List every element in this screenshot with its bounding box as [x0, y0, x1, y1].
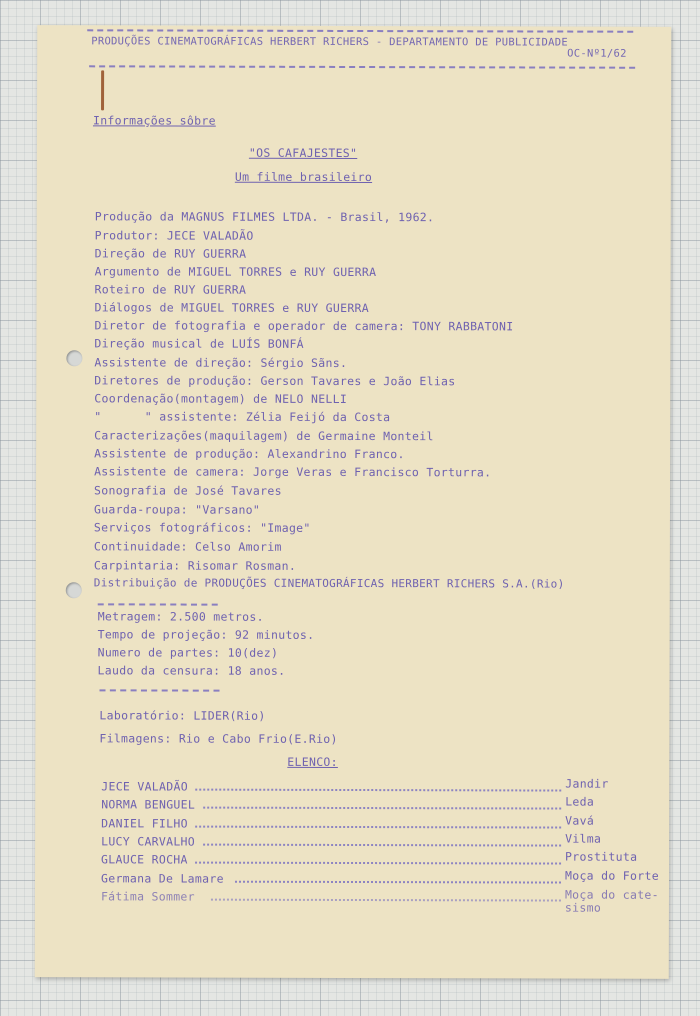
cast-role: Leda	[565, 794, 595, 809]
cast-role: Moça do cate- sismo	[564, 887, 659, 915]
punch-hole-bottom	[66, 582, 82, 598]
credit-line: Diálogos de MIGUEL TORRES e RUY GUERRA	[94, 300, 370, 316]
credit-line: Serviços fotográficos: "Image"	[93, 520, 311, 535]
header-company-department: PRODUÇÕES CINEMATOGRÁFICAS HERBERT RICHERS - DEPARTAMENTO DE PUBLICIDADE	[91, 35, 568, 49]
cast-row	[101, 794, 661, 814]
cast-actor: DANIEL FILHO	[101, 816, 188, 831]
cast-leader-dots	[195, 862, 561, 865]
credit-line: Distribuição de PRODUÇÕES CINEMATOGRÁFICAS HERBERT RICHERS S.A.(Rio)	[93, 576, 565, 591]
credit-line: Roteiro de RUY GUERRA	[94, 282, 247, 297]
film-subtitle: Um filme brasileiro	[234, 169, 373, 185]
laboratory-line: Laboratório: LIDER(Rio)	[99, 708, 266, 723]
cast-role: Vilma	[565, 831, 602, 846]
credit-line: Caracterizações(maquilagem) de Germaine Monteil	[94, 428, 434, 444]
cast-leader-dots	[211, 899, 561, 902]
staple-pin	[101, 70, 104, 110]
cast-actor: GLAUCE ROCHA	[101, 852, 188, 867]
punch-hole-top	[66, 350, 82, 366]
spec-line: Numero de partes: 10(dez)	[97, 645, 279, 660]
spec-line: Laudo da censura: 18 anos.	[97, 663, 286, 678]
credit-line: Produção da MAGNUS FILMES LTDA. - Brasil, 1962.	[94, 209, 435, 225]
cast-heading: ELENCO:	[287, 754, 338, 769]
cast-actor: Fátima Sommer	[100, 889, 195, 904]
cast-role: Moça do Forte	[565, 868, 659, 883]
cast-actor: LUCY CARVALHO	[101, 834, 196, 849]
cast-leader-dots	[235, 881, 561, 884]
intro-heading: Informações sôbre	[92, 113, 216, 128]
cast-role: Vavá	[565, 813, 595, 828]
credit-line: Assistente de direção: Sérgio Sãns.	[94, 355, 348, 370]
cast-row	[101, 849, 661, 869]
credit-line: Direção de RUY GUERRA	[94, 246, 247, 261]
header-rule-bottom	[89, 65, 635, 68]
spec-line: Tempo de projeção: 92 minutos.	[97, 627, 315, 642]
credit-line: Guarda-roupa: "Varsano"	[93, 502, 261, 517]
credit-line: Coordenação(montagem) de NELO NELLI	[94, 391, 348, 406]
document-sheet	[35, 25, 671, 979]
film-title: "OS CAFAJESTES"	[248, 145, 358, 161]
cast-actor: JECE VALADÃO	[101, 779, 188, 794]
credit-line: Direção musical de LUÍS BONFÁ	[94, 336, 304, 351]
filming-line: Filmagens: Rio e Cabo Frio(E.Rio)	[99, 731, 338, 746]
cast-actor: NORMA BENGUEL	[101, 797, 196, 812]
cast-role: Prostituta	[565, 849, 638, 864]
credit-line: Assistente de produção: Alexandrino Franco.	[94, 446, 405, 462]
cast-row	[100, 887, 661, 915]
credit-line: Assistente de camera: Jorge Veras e Francisco Torturra.	[94, 464, 492, 480]
credit-line: " " assistente: Zélia Feijó da Costa	[94, 409, 391, 425]
spec-line: Metragem: 2.500 metros.	[97, 609, 264, 624]
credit-line: Produtor: JECE VALADÃO	[94, 228, 254, 243]
cast-leader-dots	[203, 844, 561, 847]
credit-line: Diretor de fotografia e operador de camera: TONY RABBATONI	[94, 318, 514, 334]
credit-line: Continuidade: Celso Amorim	[93, 539, 282, 554]
cast-leader-dots	[195, 789, 561, 792]
credit-line: Carpintaria: Risomar Rosman.	[93, 558, 297, 573]
header-rule-top	[87, 29, 633, 32]
specs-rule-bottom	[100, 689, 220, 691]
header-reference-number: OC-Nº1/62	[567, 47, 627, 60]
cast-row	[100, 868, 661, 888]
cast-leader-dots	[203, 807, 561, 810]
credit-line: Diretores de produção: Gerson Tavares e João Elias	[94, 373, 456, 389]
cast-leader-dots	[195, 826, 561, 829]
credit-line: Sonografia de José Tavares	[94, 483, 282, 498]
cast-role: Jandir	[565, 776, 609, 791]
credit-line: Argumento de MIGUEL TORRES e RUY GUERRA	[94, 264, 377, 280]
cast-actor: Germana De Lamare	[100, 871, 224, 886]
specs-rule-top	[98, 603, 218, 605]
